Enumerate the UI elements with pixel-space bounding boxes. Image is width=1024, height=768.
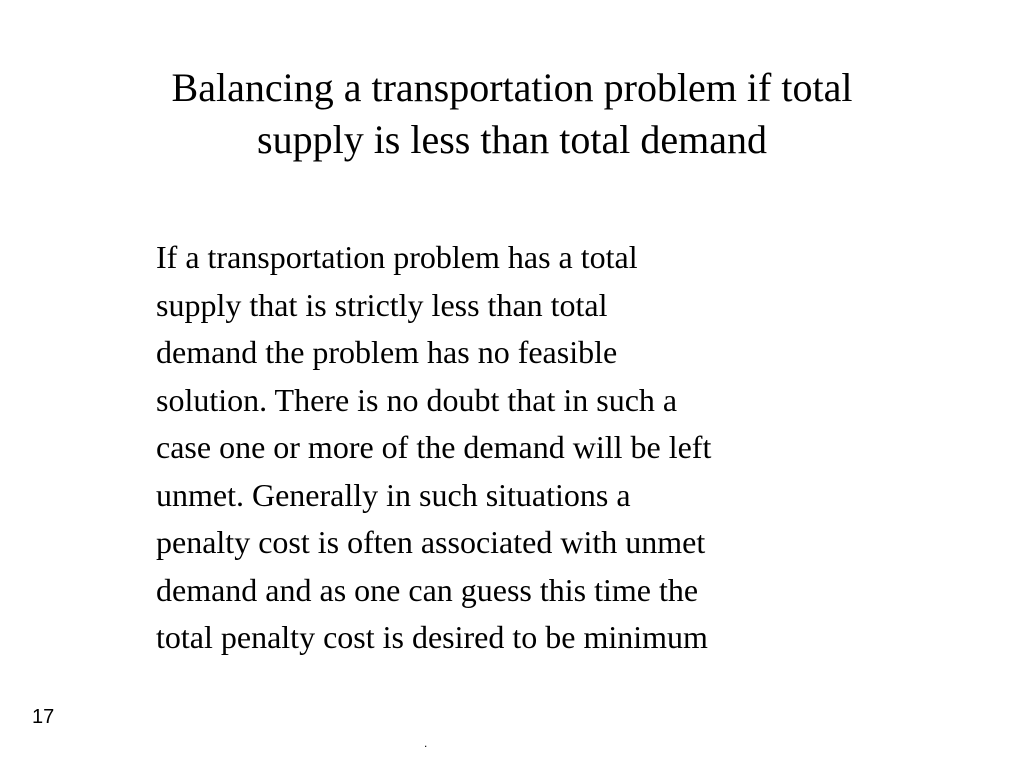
slide-title — [60, 62, 964, 166]
body-line: case one or more of the demand will be left — [156, 429, 712, 465]
slide-body-paragraph — [156, 234, 916, 662]
body-line: solution. There is no doubt that in such a — [156, 381, 678, 418]
body-line: supply that is strictly less than total — [156, 286, 608, 323]
footer-mark: . — [424, 736, 428, 750]
body-line: If a transportation problem has a total — [156, 239, 638, 275]
body-line: demand the problem has no feasible — [156, 334, 618, 370]
slide-title-line: supply is less than total demand — [257, 117, 767, 162]
slide-title-line: Balancing a transportation problem if total — [171, 65, 853, 110]
body-line: demand and as one can guess this time the — [156, 571, 699, 608]
body-line: penalty cost is often associated with unmet — [156, 524, 706, 560]
slide-number: 17 — [32, 706, 55, 728]
body-line: unmet. Generally in such situations a — [156, 476, 631, 513]
body-line: total penalty cost is desired to be minimum — [156, 619, 708, 655]
